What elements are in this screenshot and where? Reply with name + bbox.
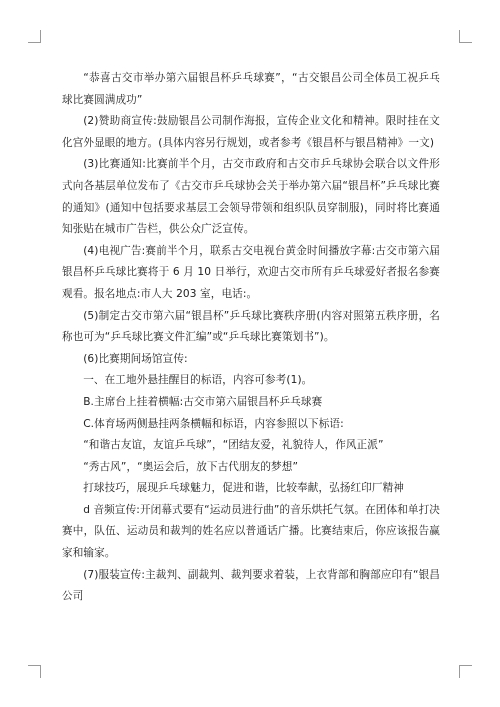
paragraph-item-d-audio: d 音频宣传:开闭幕式要有“运动员进行曲”的音乐烘托气氛。在团体和单打决赛中，队伍、运动员和裁判的姓名应以普通话广播。比赛结束后，你应该报告赢家和输家。 — [62, 503, 440, 560]
paragraph-sponsor-promotion: (2)赞助商宣传:鼓励银昌公司制作海报，宣传企业文化和精神。限时挂在文化宫外显眼的地方。(具体内容另行规划，或者参考《银昌杯与银昌精神》一文) — [62, 115, 440, 149]
paragraph-slogan-skills: 打球技巧，展现乒乓球魅力，促进和谐，比较奉献，弘扬红印厂精神 — [83, 482, 404, 495]
paragraph-clothing-promotion: (7)服装宣传:主裁判、副裁判、裁判要求着装，上衣背部和胸部应印有“银昌公司 — [62, 568, 440, 603]
paragraph-slogan-olympics: “秀古风”，“奥运会后，放下古代朋友的梦想” — [83, 460, 299, 473]
crop-mark-bottom-left — [28, 665, 41, 678]
paragraph-item-a-slogans: 一、在工地外悬挂醒目的标语，内容可参考(1)。 — [83, 374, 313, 387]
paragraph-item-c-side-banners: C.体育场两侧悬挂两条横幅和标语，内容参照以下标语: — [83, 417, 344, 430]
paragraph-item-b-banner: B.主席台上挂着横幅:古交市第六届银昌杯乒乓球赛 — [83, 395, 323, 408]
crop-mark-top-left — [28, 30, 41, 43]
paragraph-venue-promotion-heading: (6)比赛期间场馆宣传: — [83, 352, 188, 365]
paragraph-tv-advertisement: (4)电视广告:赛前半个月，联系古交电视台黄金时间播放字幕:古交市第六届银昌杯乒乓球比赛将于 6 月 10 日举行，欢迎古交市所有乒乓球爱好者报名参赛观看。报名地点:市人大 203 室，电话:。 — [62, 244, 440, 300]
paragraph-slogan-congratulations: “恭喜古交市举办第六届银昌杯乒乓球赛”，“古交银昌公司全体员工祝乒乓球比赛圆满成功” — [62, 72, 440, 106]
document-body — [62, 68, 440, 608]
paragraph-slogan-harmony: “和谐古友谊，友谊乒乓球”，“团结友爱，礼貌待人，作风正派” — [83, 439, 384, 452]
paragraph-match-notice: (3)比赛通知:比赛前半个月，古交市政府和古交市乒乓球协会联合以文件形式向各基层单位发布了《古交市乒乓球协会关于举办第六届“银昌杯”乒乓球比赛的通知》(通知中包括要求基层工会领导带领和组织队员穿制服)，同时将比赛通知张贴在城市广告栏，供公众广泛宣传。 — [62, 158, 440, 236]
crop-mark-bottom-right — [459, 665, 472, 678]
crop-mark-top-right — [459, 30, 472, 43]
paragraph-program-booklet: (5)制定古交市第六届“银昌杯”乒乓球比赛秩序册(内容对照第五秩序册，名称也可为“乒乓球比赛文件汇编”或“乒乓球比赛策划书”)。 — [62, 309, 440, 344]
